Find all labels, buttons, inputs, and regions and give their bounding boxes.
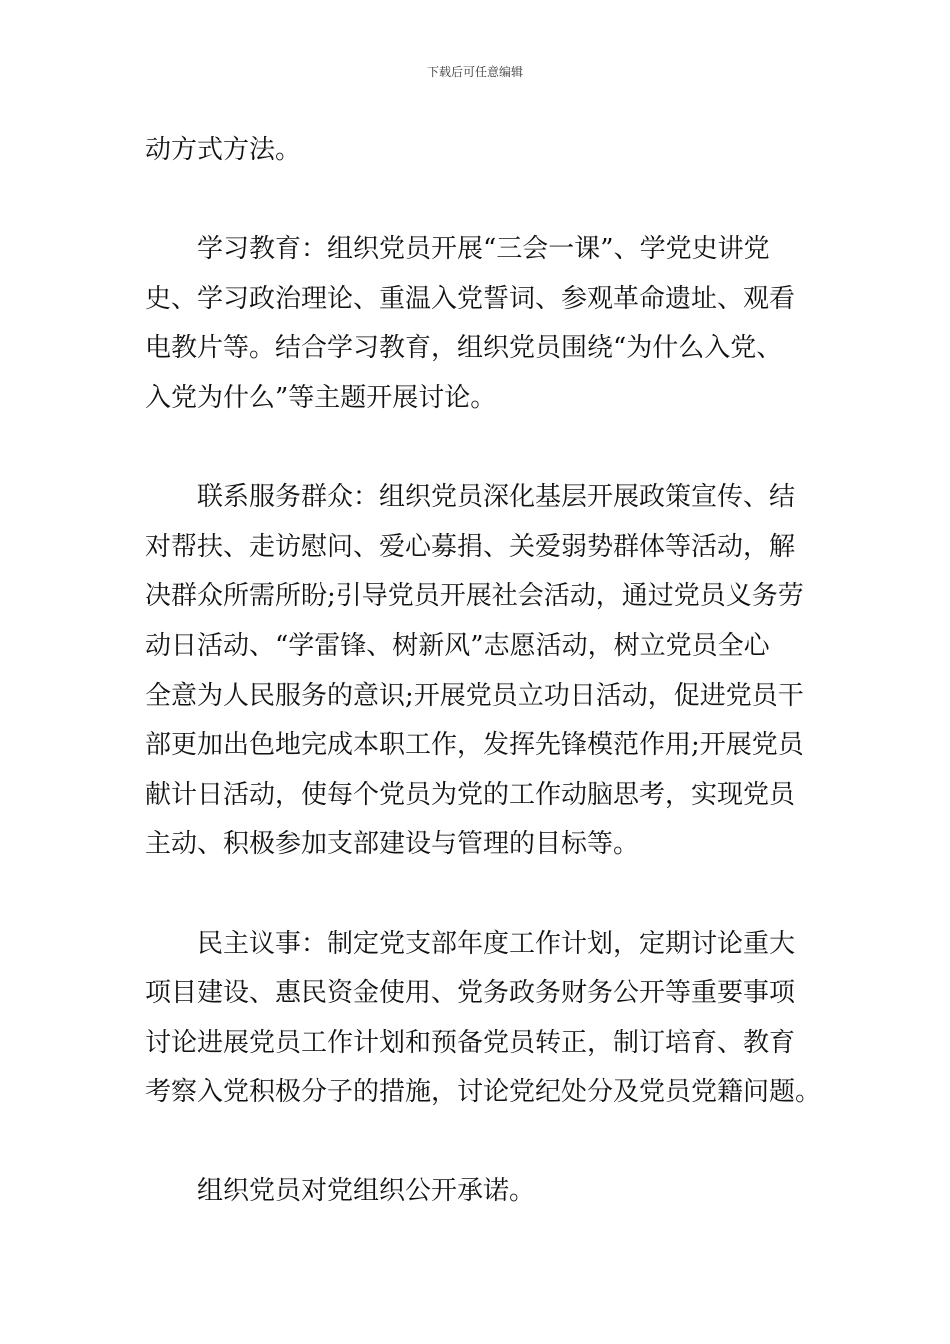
- text-line: 部更加出色地完成本职工作，发挥先锋模范作用;开展党员: [145, 730, 804, 761]
- paragraph-gap: [145, 870, 810, 920]
- text-line: 动方式方法。: [145, 135, 302, 165]
- paragraph-democratic-discussion: [145, 920, 822, 1118]
- text-line: 史、学习政治理论、重温入党誓词、参观革命遗址、观看: [145, 283, 796, 314]
- text-line: 讨论进展党员工作计划和预备党员转正，制订培育、教育: [145, 1027, 796, 1058]
- text-line: 民主议事：制定党支部年度工作计划，定期讨论重大: [197, 928, 796, 959]
- text-line: 电教片等。结合学习教育，组织党员围绕“为什么入党、: [145, 333, 783, 364]
- text-line: 入党为什么”等主题开展讨论。: [145, 382, 497, 413]
- text-line: 考察入党积极分子的措施，讨论党纪处分及党员党籍问题。: [145, 1077, 822, 1108]
- text-line: 组织党员对党组织公开承诺。: [197, 1176, 536, 1207]
- text-line: 项目建设、惠民资金使用、党务政务财务公开等重要事项: [145, 978, 796, 1009]
- document-body: [145, 126, 822, 1217]
- text-line: 动日活动、“学雷锋、树新风”志愿活动，树立党员全心: [145, 630, 770, 661]
- text-line: 学习教育：组织党员开展“三会一课”、学党史讲党: [197, 234, 770, 265]
- paragraph-study-education: [145, 225, 810, 423]
- paragraph-gap: [145, 424, 810, 474]
- page-header: 下载后可任意编辑: [426, 65, 523, 79]
- paragraph-serve-masses: [145, 473, 810, 870]
- text-line: 联系服务群众：组织党员深化基层开展政策宣传、结: [197, 482, 796, 513]
- text-line: 决群众所需所盼;引导党员开展社会活动，通过党员义务劳: [145, 581, 804, 612]
- text-line: 全意为人民服务的意识;开展党员立功日活动，促进党员干: [145, 680, 804, 711]
- text-line: 对帮扶、走访慰问、爱心募捐、关爱弱势群体等活动，解: [145, 531, 796, 562]
- text-line: 主动、积极参加支部建设与管理的目标等。: [145, 829, 640, 860]
- paragraph-gap: [145, 1118, 810, 1168]
- text-line: 献计日活动，使每个党员为党的工作动脑思考，实现党员: [145, 779, 796, 810]
- paragraph-gap: [145, 176, 810, 226]
- paragraph-1: [145, 126, 810, 176]
- paragraph-public-commitment: [145, 1167, 810, 1217]
